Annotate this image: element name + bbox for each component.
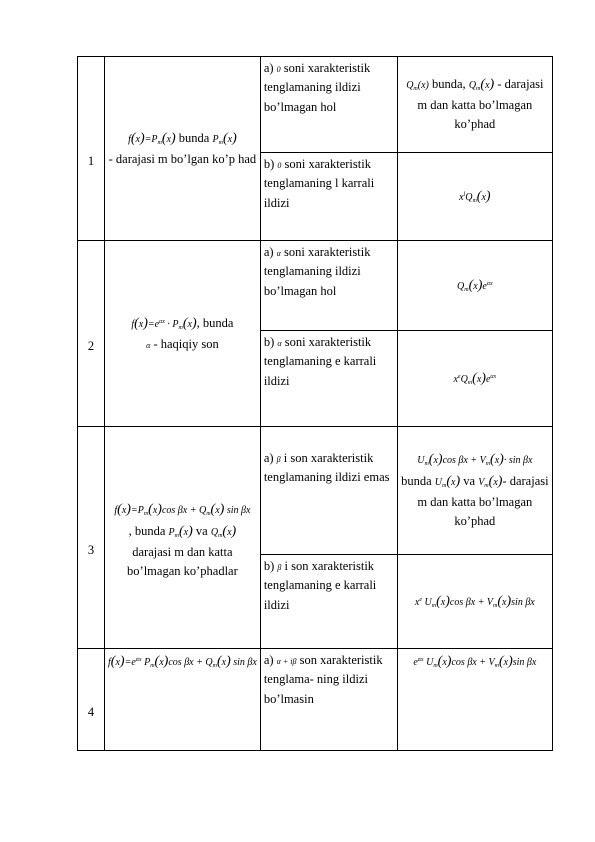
answer-cell: $Q_m(x)$ bunda, $Q_m(x)$ - darajasi m dan katta bo’lmagan ko’phad — [397, 57, 552, 153]
case-cell: b) 0 soni xarakteristik tenglamaning l karrali ildizi — [260, 153, 397, 241]
formula-qm: $Q_m(x)$ — [210, 524, 237, 540]
answer-cell — [397, 153, 552, 241]
answer-cell: $U_m(x)\cos$ $\beta x + V_m(x)\cdot \sin \beta x$ bunda $U_m(x)$ va $V_m(x)-$ darajasi m dan katta bo’lmagan ko’phad — [397, 427, 552, 555]
row-number: 3 — [78, 427, 105, 649]
case-cell: b) α soni xarakteristik tenglamaning e karrali ildizi — [260, 331, 397, 427]
solution-table — [77, 56, 553, 751]
formula-qm: $Q_m(x)$ — [406, 80, 429, 93]
case-cell: a) α soni xarakteristik tenglamaning ildizi bo’lmagan hol — [260, 241, 397, 331]
formula-f-eq-pm: $f(x)=P_m(x)$ — [128, 130, 176, 146]
function-cell: $f(x)=P_m(x)$ bunda $P_m(x)$ - darajasi m bo’lgan ko’p had — [105, 57, 261, 241]
row-number: 1 — [78, 57, 105, 241]
formula-um-vm: $U_m(x)\cos$ $\beta x + V_m(x)\cdot \sin \beta x$ — [417, 452, 533, 468]
row-number: 4 — [78, 649, 105, 751]
formula-xe-qm-eax: $x^eQ_m(x)e^{\alpha x}$ — [453, 370, 497, 386]
formula-xe-um-vm: $x^e$ $U_m(x)\cos$ $\beta x + V_m(x)\sin$ βx — [414, 593, 535, 609]
case-cell: b) β i son xarakteristik tenglamaning e karrali ildizi — [260, 555, 397, 649]
formula-pm: $P_m(x)$ — [168, 524, 193, 540]
case-cell: a) 0 soni xarakteristik tenglamaning ildizi bo’lmagan hol — [260, 57, 397, 153]
case-cell: a) α + iβ son xarakteristik tenglama- ning ildizi bo’lmasin — [260, 649, 397, 751]
formula-f-eq-eax-pm: $f(x)=e^{\alpha x} \cdot P_m(x)$ — [131, 315, 197, 331]
formula-f-trig: $f(x)=P_m(x)\cos$ $\beta x + Q_m(x)$ sin βx — [114, 502, 251, 518]
function-cell: $f(x)=P_m(x)\cos$ $\beta x + Q_m(x)$ sin βx , bunda $P_m(x)$ va $Q_m(x)$ darajasi m dan katta bo’lmagan ko’phadlar — [105, 427, 261, 649]
formula-qm: $Q_m(x)$ — [468, 77, 495, 93]
function-cell: $f(x)=e^{\alpha x} \cdot P_m(x)$, bunda α - haqiqiy son — [105, 241, 261, 427]
formula-qm-eax: $Q_m(x)e^{\alpha x}$ — [457, 277, 493, 293]
answer-cell — [397, 331, 552, 427]
formula-pm: $P_m(x)$ — [212, 130, 237, 146]
row-number: 2 — [78, 241, 105, 427]
answer-cell — [397, 241, 552, 331]
formula-um: $U_m(x)$ — [434, 474, 461, 490]
function-cell — [105, 649, 261, 751]
formula-f-eax-trig: $f(x)=e^{\alpha x}$ $P_m(x)\cos$ $\beta x + Q_m(x)$ sin βx — [108, 654, 257, 669]
answer-cell — [397, 555, 552, 649]
formula-eax-um-vm: $e^{\alpha x}$ $U_m(x)\cos$ $\beta x + V_m(x)\sin$ βx — [413, 654, 537, 669]
formula-vm: $V_m(x)$ — [478, 474, 503, 490]
answer-cell — [397, 649, 552, 751]
case-cell: a) β i son xarakteristik tenglamaning ildizi emas — [260, 427, 397, 555]
formula-xl-qm: $x^lQ_m(x)$ — [459, 188, 491, 204]
